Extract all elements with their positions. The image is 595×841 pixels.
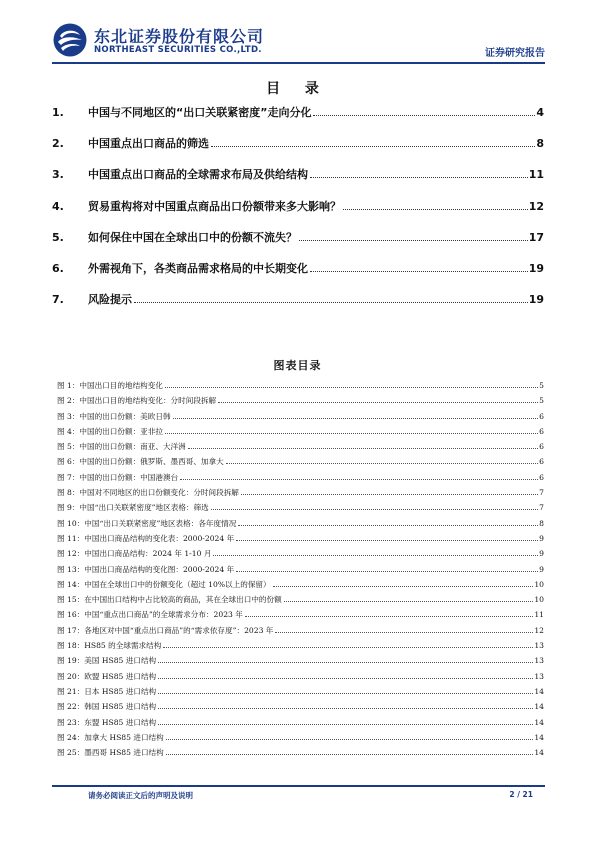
toc-leader-dots — [211, 146, 535, 147]
toc-entry-number: 4. — [52, 199, 64, 213]
toc-entry[interactable] — [52, 198, 544, 229]
figure-entry-title: 图 12：中国出口商品结构：2024 年 1-10 月 — [57, 549, 212, 559]
toc-entry[interactable] — [52, 104, 544, 135]
figure-leader-dots — [211, 509, 538, 510]
toc-entry-page: 4 — [536, 106, 544, 119]
figure-entry-page: 6 — [539, 411, 544, 421]
figure-entry-title: 图 17：各地区对中国“重点出口商品”的“需求依存度”：2023 年 — [57, 625, 274, 635]
figure-entry[interactable] — [57, 533, 544, 548]
figure-entry-page: 12 — [534, 625, 544, 635]
figure-entry-page: 10 — [534, 595, 544, 605]
footer-divider — [52, 785, 545, 787]
figure-leader-dots — [158, 708, 533, 709]
figure-entry-page: 5 — [539, 396, 544, 406]
figure-entry-title: 图 22：韩国 HS85 进口结构 — [57, 702, 157, 712]
toc-title: 目 录 — [266, 81, 329, 97]
figure-entry-page: 9 — [539, 549, 544, 559]
figure-leader-dots — [158, 662, 533, 663]
figure-leader-dots — [158, 678, 533, 679]
figure-entry[interactable] — [57, 472, 544, 487]
figure-leader-dots — [166, 754, 534, 755]
toc-entry-title: 外需视角下，各类商品需求格局的中长期变化 — [88, 261, 308, 275]
figure-entry-page: 14 — [534, 702, 544, 712]
figure-entry-page: 8 — [539, 518, 544, 528]
figure-entry[interactable] — [57, 686, 544, 701]
figure-leader-dots — [226, 463, 538, 464]
toc-entry-page: 11 — [528, 168, 544, 182]
figure-leader-dots — [158, 724, 533, 725]
figure-entry[interactable] — [57, 502, 544, 517]
figure-leader-dots — [236, 540, 538, 541]
figure-entry-title: 图 2：中国出口目的地结构变化：分时间段拆解 — [57, 396, 217, 406]
figure-entry-title: 图 19：美国 HS85 进口结构 — [57, 656, 157, 666]
figure-leader-dots — [158, 693, 533, 694]
figure-entry[interactable] — [57, 625, 544, 640]
table-of-contents — [52, 104, 544, 322]
figure-leader-dots — [238, 525, 538, 526]
figure-entry-page: 6 — [539, 442, 544, 452]
figure-entry-title: 图 21：日本 HS85 进口结构 — [57, 686, 157, 696]
figure-entry-page: 7 — [539, 503, 544, 513]
figure-entry[interactable] — [57, 456, 544, 471]
figure-entry[interactable] — [57, 380, 544, 395]
company-name-cn: 东北证券股份有限公司 — [94, 27, 265, 46]
figure-entry-page: 14 — [534, 748, 544, 758]
toc-leader-dots — [310, 271, 528, 272]
toc-entry[interactable] — [52, 260, 544, 291]
toc-entry-page: 19 — [528, 261, 544, 275]
figure-leader-dots — [213, 555, 538, 556]
figure-entry-title: 图 8：中国对不同地区的出口份额变化：分时间段拆解 — [57, 488, 239, 498]
figure-entry[interactable] — [57, 640, 544, 655]
figure-entry-title: 图 6：中国的出口份额：俄罗斯、墨西哥、加拿大 — [57, 457, 224, 467]
figure-entry-page: 14 — [534, 686, 544, 696]
figure-entry-title: 图 15：在中国出口结构中占比较高的商品，其在全球出口中的份额 — [57, 595, 282, 605]
toc-leader-dots — [343, 209, 528, 210]
figure-entry-title: 图 20：欧盟 HS85 进口结构 — [57, 671, 157, 681]
figure-entry[interactable] — [57, 426, 544, 441]
figure-entry-title: 图 1：中国出口目的地结构变化 — [57, 381, 163, 390]
figure-entry[interactable] — [57, 747, 544, 762]
toc-entry[interactable] — [52, 229, 544, 260]
toc-entry-number: 7. — [52, 293, 64, 307]
toc-entry-title: 中国重点出口商品的筛选 — [88, 137, 209, 151]
toc-entry-number: 2. — [52, 137, 64, 151]
figure-entry[interactable] — [57, 655, 544, 670]
toc-entry-number: 1. — [52, 106, 64, 119]
figure-entry[interactable] — [57, 717, 544, 732]
figure-leader-dots — [165, 387, 538, 388]
figure-entry-page: 10 — [534, 579, 544, 589]
figure-entry[interactable] — [57, 701, 544, 716]
toc-entry-number: 3. — [52, 168, 64, 182]
figure-entry-title: 图 18：HS85 的全球需求结构 — [57, 641, 162, 651]
figure-leader-dots — [275, 632, 533, 633]
figure-leader-dots — [165, 433, 538, 434]
toc-entry-page: 12 — [528, 199, 544, 213]
page-header — [52, 20, 545, 60]
figure-leader-dots — [245, 616, 533, 617]
figure-leader-dots — [273, 586, 534, 587]
figure-entry-page: 9 — [539, 533, 544, 543]
header-divider — [52, 62, 545, 64]
figure-entry-page: 9 — [539, 564, 544, 574]
figure-leader-dots — [188, 448, 538, 449]
page-number: 2 / 21 — [509, 790, 533, 799]
figure-leader-dots — [166, 739, 534, 740]
figure-entry-title: 图 23：东盟 HS85 进口结构 — [57, 717, 157, 727]
figure-leader-dots — [218, 402, 538, 403]
figure-entry-page: 13 — [534, 656, 544, 666]
figure-entry[interactable] — [57, 441, 544, 456]
figure-entry-page: 5 — [539, 381, 544, 390]
figure-entry-page: 14 — [534, 717, 544, 727]
figure-entry-title: 图 5：中国的出口份额：南亚、大洋洲 — [57, 442, 186, 452]
figure-entry-title: 图 3：中国的出口份额：美欧日韩 — [57, 411, 171, 421]
figure-entry-title: 图 13：中国出口商品结构的变化图：2000-2024 年 — [57, 564, 235, 574]
toc-entry-page: 19 — [528, 293, 544, 307]
figure-leader-dots — [284, 601, 534, 602]
figure-entry[interactable] — [57, 411, 544, 426]
figure-entry[interactable] — [57, 579, 544, 594]
toc-entry-page: 17 — [528, 230, 544, 244]
figure-entry-title: 图 9：中国“出口关联紧密度”地区表格：筛选 — [57, 503, 209, 513]
toc-leader-dots — [299, 240, 528, 241]
toc-entry-page: 8 — [536, 137, 544, 151]
figure-entry-page: 14 — [534, 732, 544, 742]
toc-leader-dots — [134, 302, 528, 303]
figure-entry[interactable] — [57, 609, 544, 624]
figure-entry[interactable] — [57, 732, 544, 747]
toc-leader-dots — [313, 115, 535, 116]
toc-leader-dots — [310, 177, 528, 178]
figure-entry-page: 11 — [534, 610, 544, 620]
figure-entry[interactable] — [57, 487, 544, 502]
company-logo-icon — [52, 22, 88, 58]
toc-entry-title: 中国与不同地区的“出口关联紧密度”走向分化 — [88, 106, 312, 119]
toc-entry-title: 风险提示 — [88, 293, 132, 307]
figure-entry-page: 7 — [539, 488, 544, 498]
figure-entry-title: 图 10：中国“出口关联紧密度”地区表格：各年度情况 — [57, 518, 237, 528]
figure-leader-dots — [236, 571, 538, 572]
figure-leader-dots — [180, 479, 538, 480]
figure-entry-title: 图 24：加拿大 HS85 进口结构 — [57, 732, 164, 742]
figure-entry[interactable] — [57, 518, 544, 533]
figure-entry[interactable] — [57, 548, 544, 563]
figure-entry-title: 图 16：中国“重点出口商品”的全球需求分布：2023 年 — [57, 610, 243, 620]
company-name-en: NORTHEAST SECURITIES CO.,LTD. — [94, 45, 262, 55]
figure-entry-page: 13 — [534, 671, 544, 681]
toc-entry[interactable] — [52, 291, 544, 322]
report-type-label: 证券研究报告 — [485, 48, 545, 59]
footer-disclaimer: 请务必阅读正文后的声明及说明 — [88, 791, 193, 800]
toc-entry-title: 贸易重构将对中国重点商品出口份额带来多大影响？ — [88, 199, 341, 213]
figure-entry-title: 图 14：中国在全球出口中的份额变化（超过 10%以上的保留） — [57, 579, 271, 589]
figure-entry-page: 6 — [539, 472, 544, 482]
figures-index-title: 图表目录 — [273, 359, 322, 372]
figure-entry-page: 6 — [539, 426, 544, 436]
figure-entry-title: 图 11：中国出口商品结构的变化表：2000-2024 年 — [57, 533, 235, 543]
figure-leader-dots — [163, 647, 533, 648]
figure-entry[interactable] — [57, 564, 544, 579]
figure-leader-dots — [241, 494, 538, 495]
figure-leader-dots — [173, 418, 539, 419]
figure-entry-page: 6 — [539, 457, 544, 467]
figure-entry-title: 图 25：墨西哥 HS85 进口结构 — [57, 748, 164, 758]
toc-entry[interactable] — [52, 135, 544, 166]
figure-entry-page: 13 — [534, 641, 544, 651]
figures-index — [57, 380, 544, 762]
figure-entry-title: 图 7：中国的出口份额：中国港澳台 — [57, 472, 179, 482]
toc-entry-title: 中国重点出口商品的全球需求布局及供给结构 — [88, 168, 308, 182]
figure-entry[interactable] — [57, 395, 544, 410]
toc-entry-title: 如何保住中国在全球出口中的份额不流失？ — [88, 230, 297, 244]
toc-entry-number: 6. — [52, 261, 64, 275]
figure-entry[interactable] — [57, 671, 544, 686]
figure-entry[interactable] — [57, 594, 544, 609]
figure-entry-title: 图 4：中国的出口份额：亚非拉 — [57, 426, 163, 436]
toc-entry[interactable] — [52, 166, 544, 197]
toc-entry-number: 5. — [52, 230, 64, 244]
